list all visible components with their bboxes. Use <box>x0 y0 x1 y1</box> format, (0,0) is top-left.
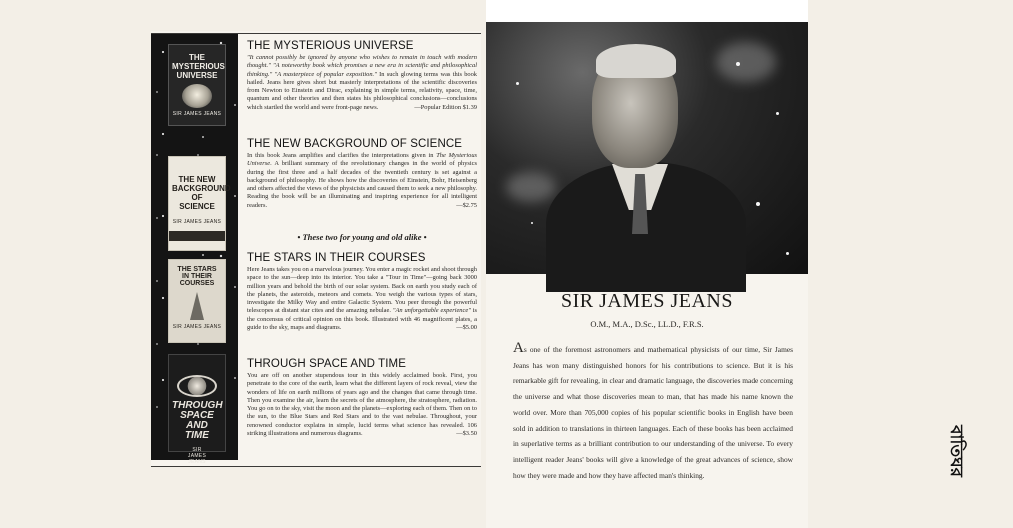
book-cover-author: SIR JAMES JEANS <box>172 111 222 117</box>
nebula-glow <box>716 42 776 82</box>
star-icon <box>736 62 740 66</box>
author-bio <box>513 342 793 483</box>
entry-title: THE MYSTERIOUS UNIVERSE <box>247 40 414 52</box>
book-cover-author: SIR JAMES JEANS <box>172 324 222 330</box>
entry-space-time <box>247 357 477 438</box>
entry-price: —$2.75 <box>456 201 477 209</box>
entry-description <box>247 372 477 438</box>
planet-icon <box>177 375 217 397</box>
author-page <box>486 0 808 528</box>
book-cover-title: THE NEW BACKGROUND OF SCIENCE <box>172 175 231 211</box>
star-icon <box>531 222 533 224</box>
bio-text: s one of the foremost astronomers and mathematical physicists of our time, Sir James Jeans has won many distinguished honors for his contributions to science. But it is his remarkable gift for revealing, in clear and dramatic language, the discoveries made concerning the universe and what those discoveries mean to man, that has made his name known the world over. More than 705,000 copies of his popular scientific books in English have been sold in addition to translations in thirteen languages. Each of these books has been acclaimed in superlative terms as a brilliant contribution to our understanding of the universe. To every intelligent reader Jeans' books will give a knowledge of the great advances of science, show how they were made and how they have affected man's thinking. <box>513 345 793 480</box>
book-cover-title: THE MYSTERIOUS UNIVERSE <box>172 53 225 80</box>
entry-italic: The Mysterious Universe <box>247 152 477 168</box>
book-cover-author: SIR JAMES JEANS <box>172 219 222 225</box>
star-icon <box>756 202 760 206</box>
book-cover-mysterious-universe <box>168 44 226 126</box>
publisher-watermark <box>944 415 968 487</box>
book-cover-new-background <box>168 156 231 251</box>
book-cover-stars-courses <box>168 259 226 343</box>
entry-body: Here Jeans takes you on a marvelous journey. You enter a magic rocket and shoot through space to the sun—deep into its interior. You take a "Tour in Time"—going back 3000 million years and behold the birth of our solar system. Back on earth you study each of the planets, the asteroids, meteors and comets. You weigh the various types of stars, investigate the Milky Way and entire Galactic System. You peer through the powerful telescopes at distant star cites and the amazing nebulae. <box>247 266 477 315</box>
entry-price: —$5.00 <box>456 324 477 332</box>
nebula-icon <box>182 84 212 108</box>
catalog-page <box>151 31 481 467</box>
star-icon <box>516 82 519 85</box>
entry-price: —Popular Edition $1.39 <box>414 103 477 111</box>
entry-description <box>247 266 477 332</box>
tagline: • These two for young and old alike • <box>297 232 427 242</box>
book-cover-author: SIR JAMES JEANS <box>187 447 207 465</box>
author-honors: O.M., M.A., D.Sc., LL.D., F.R.S. <box>590 319 704 329</box>
book-cover-strip <box>151 34 238 465</box>
entry-stars-courses <box>247 251 477 332</box>
book-cover-title: THROUGH SPACE AND TIME <box>172 400 223 441</box>
entry-title: THROUGH SPACE AND TIME <box>247 358 406 370</box>
entry-description <box>247 152 477 210</box>
author-name: SIR JAMES JEANS <box>561 290 733 312</box>
entry-title: THE STARS IN THEIR COURSES <box>247 252 426 264</box>
star-icon <box>776 112 779 115</box>
entry-new-background <box>247 137 477 210</box>
book-cover-title: THE STARS IN THEIR COURSES <box>177 266 217 287</box>
author-portrait <box>486 22 808 274</box>
entry-price: —$3.50 <box>456 430 477 438</box>
entry-body: In such glowing terms was this book hailed. Jeans here gives short but masterly interpretations of the scientific discoveries from Newton to Einstein and Dirac, explaining in simple terms, relativity, space, time, quantum and other theories and then states his philosophical conclusions—conclusions which startled the world and were front-page news. <box>247 70 477 111</box>
entry-italic: "An unforgettable experience" <box>392 307 471 315</box>
rocket-icon <box>190 292 204 320</box>
entry-body: . A brilliant summary of the revolutionary changes in the world of physics during the first three and a half decades of the twentieth century is set against a background of philosophy. He shows how the discoveries of Einstein, Bohr, Heisenberg and others affected the views of the physicists and caused them to seek a new philosophy. Reading the book will be an illuminating and inspiring experience for all intelligent readers. <box>247 160 477 209</box>
page-margin <box>486 0 808 22</box>
bottom-rule <box>151 466 481 467</box>
entry-quote: "It cannot possibly be ignored by anyone who wishes to remain in touch with modern thought." "A noteworthy book which promises a new era in scientific and philosophical thinking." "A masterpiece of popular exposition." <box>247 54 477 78</box>
star-icon <box>786 252 789 255</box>
entry-body: is the concensus of critical opinion on this book. Illustrated with 46 magnificent plates, a guide to the sky, maps and diagrams. <box>247 307 478 332</box>
entry-mysterious-universe <box>247 39 477 112</box>
entry-body: In this book Jeans amplifies and clarifies the interpretations given in <box>247 152 437 159</box>
watermark-text: বাতিঘর <box>946 425 966 477</box>
entry-title: THE NEW BACKGROUND OF SCIENCE <box>247 138 463 150</box>
nebula-glow <box>506 172 556 202</box>
entry-body: You are off on another stupendous tour in this widely acclaimed book. First, you penetrate to the core of the earth, learn what the different layers of rock reveal, view the wonders of life on earth millions of years ago and the changes that came through time. Then you examine the air, learn the secrets of the atmosphere, the stratosphere, radiation. You go on to the sky, visit the moon and the planets—exploring each of them. Then on to the sun, to the Blue Stars and Red Stars and to the vast nebulae. Throughout, your renowned conductor explains in simple, lucid terms what science has revealed. 106 striking illustrations and numerous diagrams. <box>247 372 477 438</box>
book-cover-space-time <box>168 354 226 465</box>
entry-description <box>247 54 477 112</box>
drop-cap: A <box>513 340 524 356</box>
cover-band <box>169 231 225 241</box>
portrait-hair <box>596 44 676 78</box>
